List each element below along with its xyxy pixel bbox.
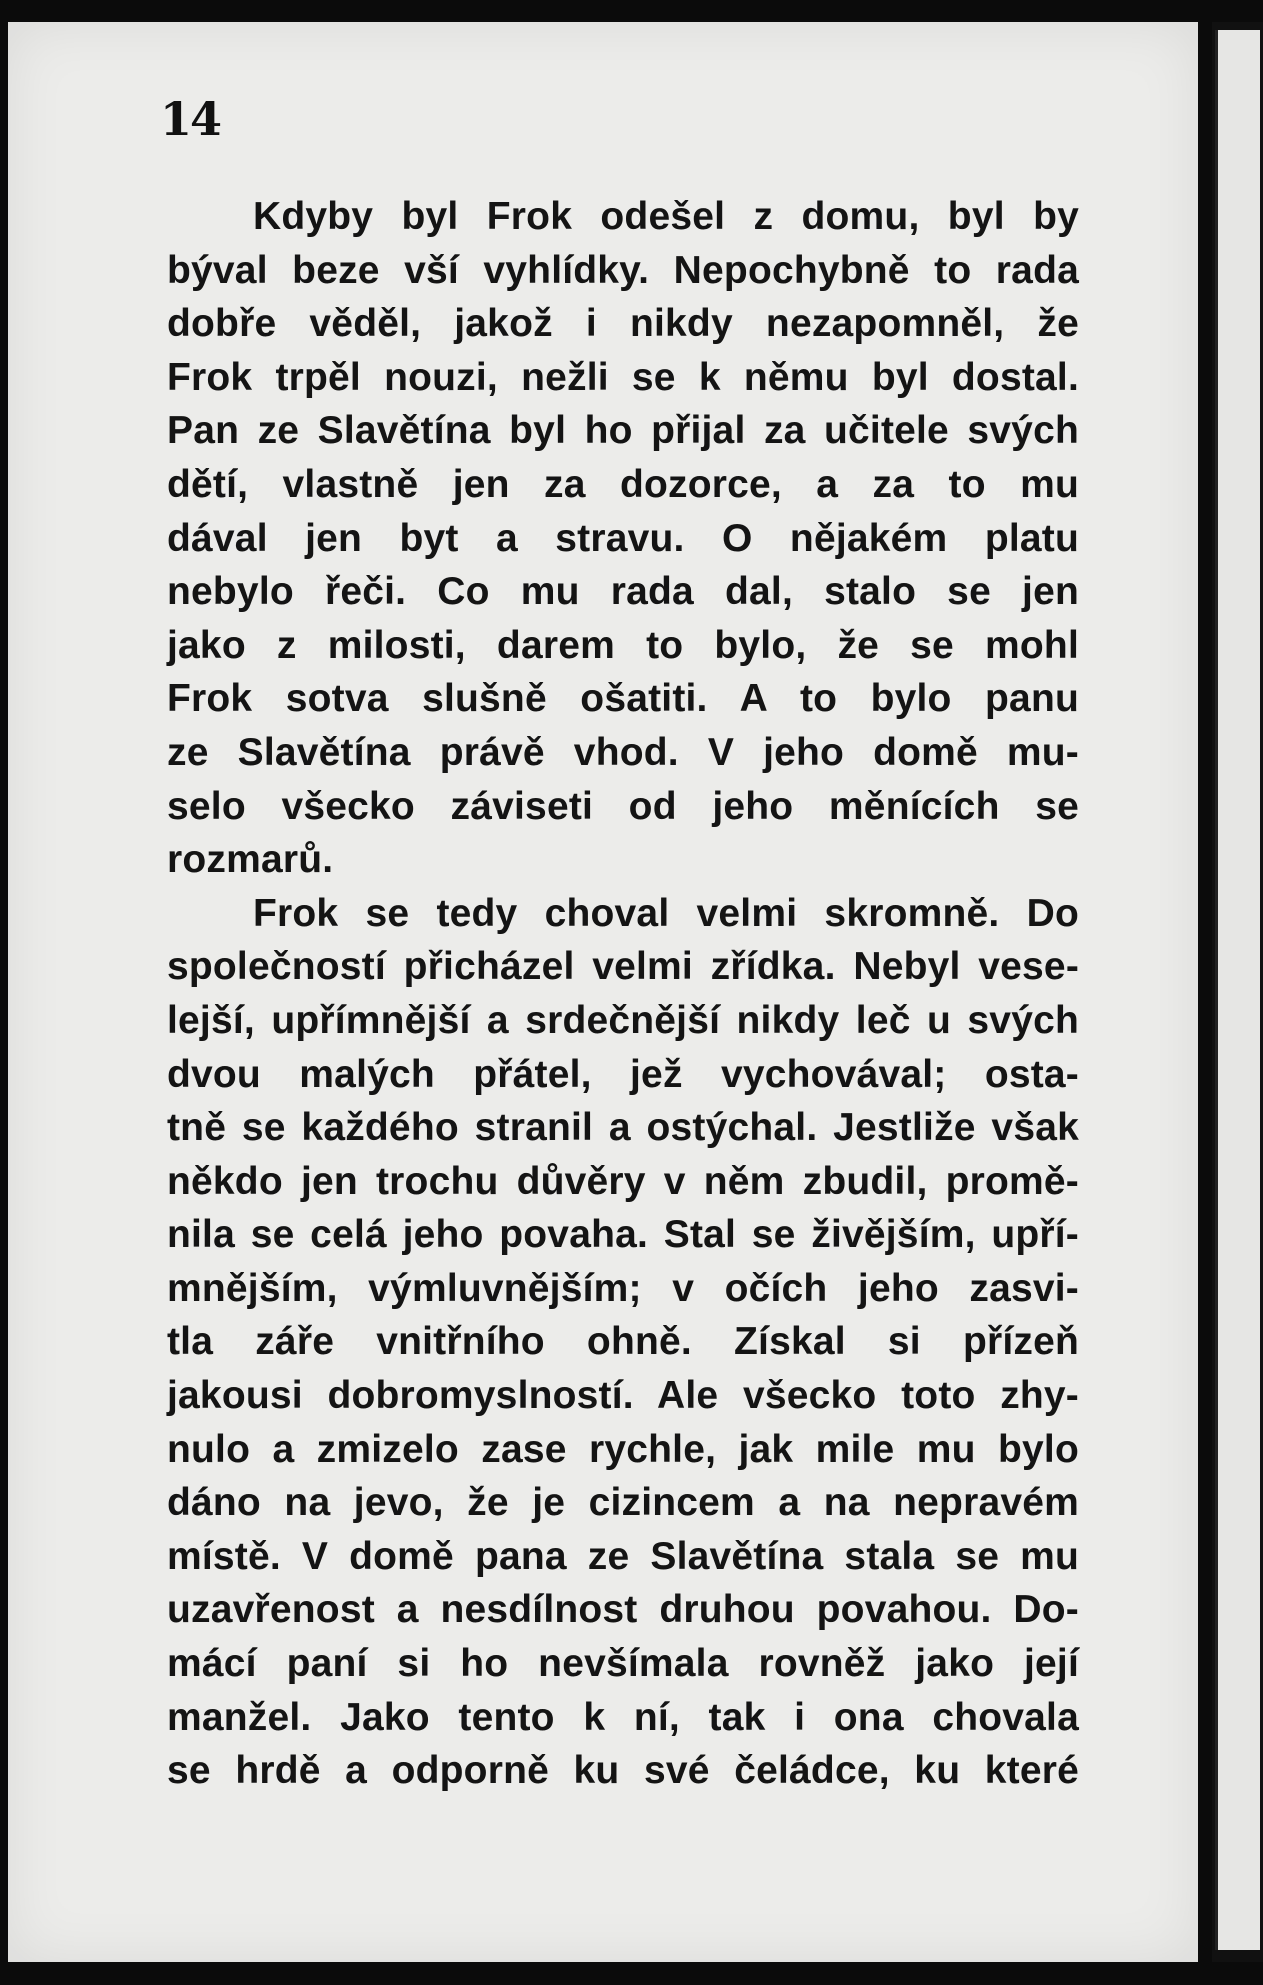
- text-line: jako z milosti, darem to bylo, že se mohl: [167, 623, 1079, 667]
- text-line: Pan ze Slavětína byl ho přijal za učitele svých: [167, 409, 1079, 453]
- text-line: nebylo řeči. Co mu rada dal, stalo se jen: [167, 570, 1079, 614]
- text-line: společností přicházel velmi zřídka. Nebyl vese-: [167, 945, 1079, 989]
- text-line: selo všecko záviseti od jeho měnících se: [167, 784, 1079, 828]
- text-line: mnějším, výmluvnějším; v očích jeho zasvi-: [167, 1266, 1079, 1310]
- text-line: uzavřenost a nesdílnost druhou povahou. Do-: [167, 1588, 1079, 1632]
- text-line: tla záře vnitřního ohně. Získal si přízeň: [167, 1320, 1079, 1364]
- text-line: někdo jen trochu důvěry v něm zbudil, promě-: [167, 1159, 1079, 1203]
- text-line: místě. V domě pana ze Slavětína stala se mu: [167, 1534, 1079, 1578]
- text-line: Frok sotva slušně ošatiti. A to bylo panu: [167, 677, 1079, 721]
- page-number: 14: [160, 92, 221, 146]
- text-line: rozmarů.: [167, 838, 334, 882]
- text-line: manžel. Jako tento k ní, tak i ona chovala: [167, 1695, 1079, 1739]
- text-line: dobře věděl, jakož i nikdy nezapomněl, že: [167, 302, 1079, 346]
- text-line: ze Slavětína právě vhod. V jeho domě mu-: [167, 730, 1079, 774]
- text-line: Frok trpěl nouzi, nežli se k němu byl dostal.: [167, 355, 1079, 399]
- text-line: jakousi dobromyslností. Ale všecko toto zhy-: [167, 1374, 1079, 1418]
- text-line: se hrdě a odporně ku své čeládce, ku které: [167, 1749, 1079, 1793]
- text-line: dáno na jevo, že je cizincem a na nepravém: [167, 1481, 1079, 1525]
- text-line: mácí paní si ho nevšímala rovněž jako její: [167, 1642, 1079, 1686]
- body-text: [167, 190, 1079, 1798]
- text-line: nila se celá jeho povaha. Stal se živějším, upří-: [167, 1213, 1079, 1257]
- text-line: Kdyby byl Frok odešel z domu, byl by: [253, 195, 1079, 238]
- text-line: Frok se tedy choval velmi skromně. Do: [253, 891, 1079, 935]
- text-line: býval beze vší vyhlídky. Nepochybně to rada: [167, 248, 1079, 292]
- text-line: tně se každého stranil a ostýchal. Jestliže však: [167, 1106, 1079, 1150]
- text-line: nulo a zmizelo zase rychle, jak mile mu bylo: [167, 1427, 1079, 1471]
- facing-page-edge: [1215, 30, 1260, 1950]
- text-line: dvou malých přátel, jež vychovával; osta-: [167, 1052, 1079, 1096]
- text-line: dával jen byt a stravu. O nějakém platu: [167, 516, 1079, 560]
- text-line: dětí, vlastně jen za dozorce, a za to mu: [167, 462, 1079, 506]
- text-line: lejší, upřímnější a srdečnější nikdy leč u svých: [167, 998, 1079, 1042]
